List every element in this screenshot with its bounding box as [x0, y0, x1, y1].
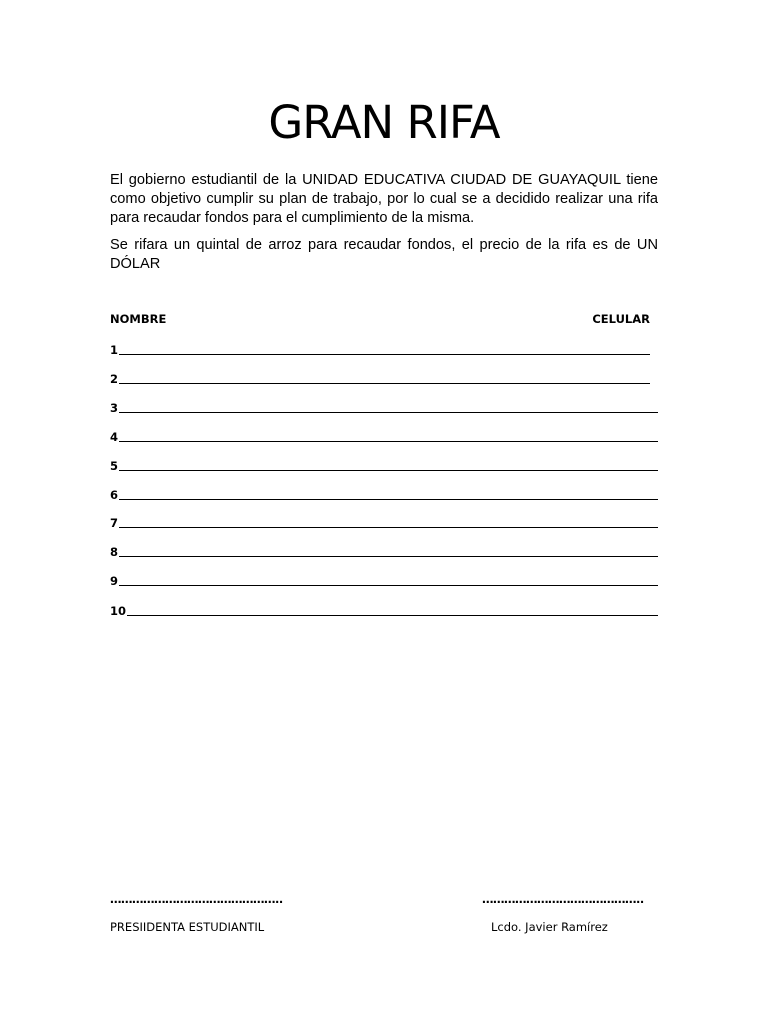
entry-line [119, 556, 658, 557]
entry-row-4 [110, 428, 658, 444]
entry-number: 8 [110, 545, 119, 559]
entry-row-6 [110, 486, 658, 502]
phone-column-header: CELULAR [592, 312, 650, 326]
entry-line [119, 441, 658, 442]
entry-number: 2 [110, 372, 119, 386]
entry-line [119, 383, 650, 384]
page-title: GRAN RIFA [268, 96, 500, 149]
signature-name-right: Lcdo. Javier Ramírez [491, 920, 608, 934]
entry-row-1 [110, 341, 650, 357]
entry-line [119, 412, 658, 413]
entry-line [119, 354, 650, 355]
entry-row-9 [110, 572, 658, 588]
entry-line [119, 585, 658, 586]
entry-number: 6 [110, 488, 119, 502]
entry-number: 3 [110, 401, 119, 415]
entry-number: 4 [110, 430, 119, 444]
table-header [110, 311, 650, 327]
name-column-header: NOMBRE [110, 312, 167, 326]
signature-line-left: ……………………………………….. [110, 892, 283, 906]
entry-number: 7 [110, 516, 119, 530]
entry-row-3 [110, 399, 658, 415]
entry-number: 10 [110, 604, 127, 618]
entry-number: 5 [110, 459, 119, 473]
entry-row-8 [110, 543, 658, 559]
price-paragraph: Se rifara un quintal de arroz para recaudar fondos, el precio de la rifa es de UN DÓLAR [110, 237, 658, 272]
entry-line [119, 470, 658, 471]
entry-number: 1 [110, 343, 119, 357]
intro-paragraph: El gobierno estudiantil de la UNIDAD EDUCATIVA CIUDAD DE GUAYAQUIL tiene como objetivo cumplir su plan de trabajo, por lo cual se a decidido realizar una rifa para recaudar fondos para el cumplimiento de la misma. [110, 172, 658, 226]
entry-row-10 [110, 602, 658, 618]
entry-line [127, 615, 658, 616]
signature-line-right: …………………………………….. [482, 892, 644, 906]
entry-row-7 [110, 514, 658, 530]
entry-line [119, 499, 658, 500]
entry-number: 9 [110, 574, 119, 588]
entry-row-5 [110, 457, 658, 473]
entry-line [119, 527, 658, 528]
signature-name-left: PRESIIDENTA ESTUDIANTIL [110, 920, 265, 934]
entry-row-2 [110, 370, 650, 386]
